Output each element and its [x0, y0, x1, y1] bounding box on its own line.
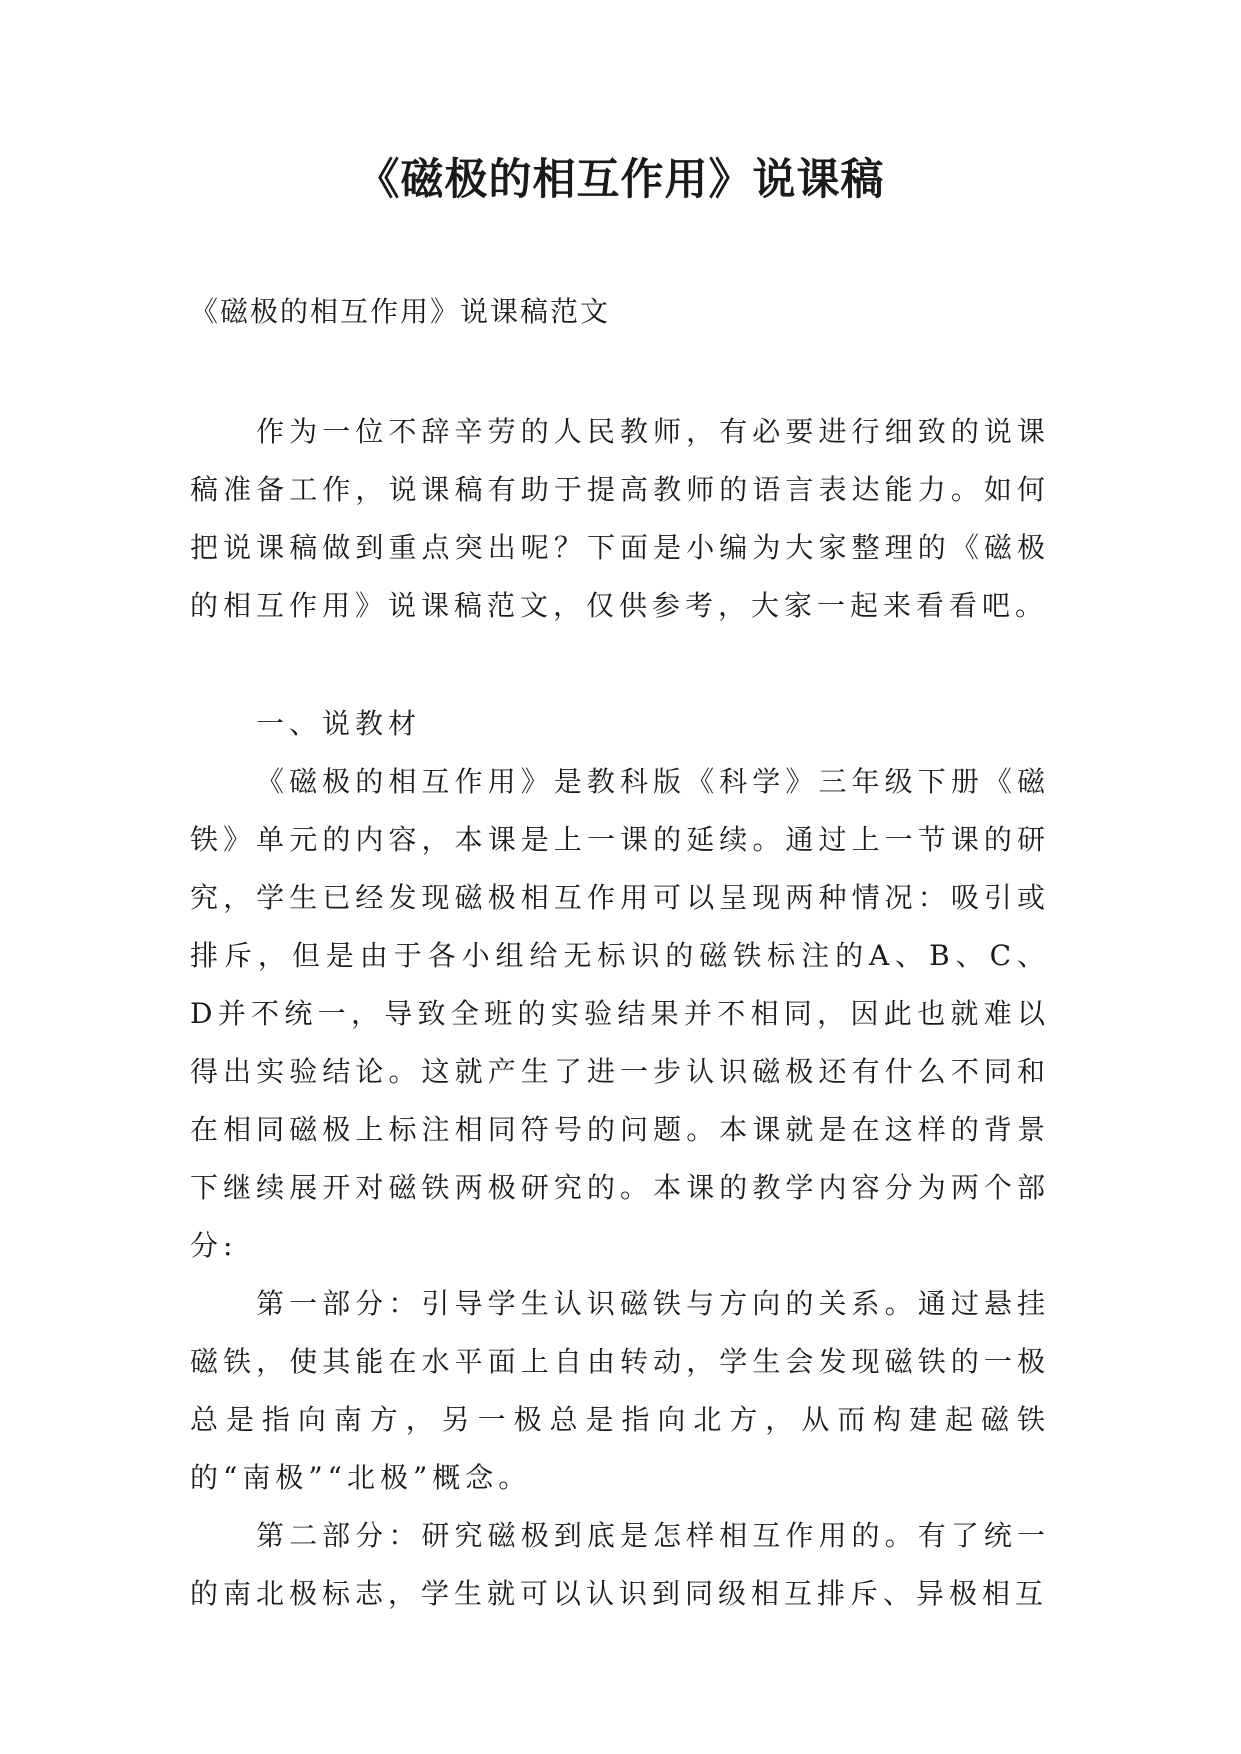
section-heading: 一、说教材	[256, 707, 422, 740]
intro-paragraph: 作为一位不辞辛劳的人民教师，有必要进行细致的说课稿准备工作，说课稿有助于提高教师的语言表达能力。如何把说课稿做到重点突出呢？下面是小编为大家整理的《磁极的相互作用》说课稿范文，仅供参考，大家一起来看看吧。	[190, 415, 1050, 622]
body-paragraph: 第二部分：研究磁极到底是怎样相互作用的。有了统一的南北极标志，学生就可以认识到同级相互排斥、异极相互	[190, 1519, 1050, 1610]
intro-block	[190, 403, 1050, 635]
document-title: 《磁极的相互作用》说课稿	[356, 155, 885, 205]
main-body	[190, 695, 1050, 1623]
body-paragraph: 《磁极的相互作用》是教科版《科学》三年级下册《磁铁》单元的内容，本课是上一课的延续。通过上一节课的研究，学生已经发现磁极相互作用可以呈现两种情况：吸引或排斥，但是由于各小组给无标识的磁铁标注的A、B、C、D并不统一，导致全班的实验结果并不相同，因此也就难以得出实验结论。这就产生了进一步认识磁极还有什么不同和在相同磁极上标注相同符号的问题。本课就是在这样的背景下继续展开对磁铁两极研究的。本课的教学内容分为两个部分:	[190, 765, 1050, 1262]
body-paragraph: 第一部分：引导学生认识磁铁与方向的关系。通过悬挂磁铁，使其能在水平面上自由转动，学生会发现磁铁的一极总是指向南方，另一极总是指向北方，从而构建起磁铁的“南极”“北极”概念。	[190, 1287, 1050, 1494]
document-subtitle: 《磁极的相互作用》说课稿范文	[190, 295, 611, 328]
